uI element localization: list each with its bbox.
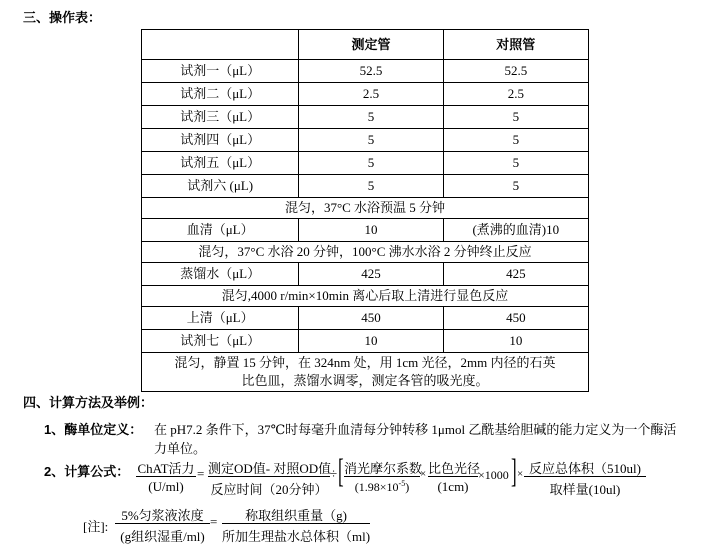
fraction-bar — [115, 523, 210, 524]
note-label: [注]: — [83, 519, 109, 534]
unit-definition-text-line1: 在 pH7.2 条件下，37℃时每毫升血清每分钟转移 1μmol 乙酰基给胆碱的能力定义为一个酶活 — [154, 422, 677, 437]
reagent-label: 试剂六 (μL) — [142, 175, 299, 198]
note-row — [142, 353, 589, 392]
test-value: 10 — [299, 330, 443, 353]
test-value: 5 — [299, 175, 443, 198]
table-row — [142, 330, 589, 353]
extinction-coefficient-close: ) — [405, 480, 410, 494]
homogenate-concentration-denominator: (g组织湿重/ml) — [120, 529, 205, 544]
reagent-label: 试剂三（μL） — [142, 106, 299, 129]
fraction-bar — [524, 476, 646, 477]
tissue-weight-numerator: 称取组织重量（g) — [245, 508, 347, 523]
table-header-row — [142, 30, 589, 60]
control-value: 450 — [443, 307, 588, 330]
extinction-coefficient-denominator — [344, 479, 420, 495]
extinction-coefficient-numerator: 消光摩尔系数 — [344, 461, 423, 476]
test-value: 10 — [299, 219, 443, 242]
multiply-sign: × — [420, 468, 427, 480]
test-value: 2.5 — [299, 83, 443, 106]
reagent-label: 血清（μL） — [142, 219, 299, 242]
reagent-label: 试剂四（μL） — [142, 129, 299, 152]
reaction-time-denominator: 反应时间（20分钟） — [210, 482, 328, 497]
test-value: 425 — [299, 263, 443, 286]
note-measure-line1: 混匀，静置 15 分钟，在 324nm 处，用 1cm 光径，2mm 内径的石英 — [174, 355, 556, 370]
note-row — [142, 242, 589, 263]
control-value: 10 — [443, 330, 588, 353]
note-row — [142, 198, 589, 219]
times-1000: ×1000 — [478, 468, 509, 482]
optical-path-denominator: (1cm) — [437, 479, 469, 494]
note-row — [142, 286, 589, 307]
table-row — [142, 129, 589, 152]
chat-activity-denominator: (U/ml) — [148, 479, 184, 494]
extinction-coefficient-exponent: -5 — [398, 479, 406, 488]
total-volume-numerator: 反应总体积（510ul) — [529, 461, 641, 476]
divide-sign: ÷ — [330, 466, 338, 481]
control-value: 5 — [443, 106, 588, 129]
note-measure-line2: 比色皿，蒸馏水调零，测定各管的吸光度。 — [241, 373, 489, 388]
formula-label: 2、计算公式： — [44, 464, 130, 479]
control-value: 52.5 — [443, 60, 588, 83]
test-value: 52.5 — [299, 60, 443, 83]
saline-volume-denominator: 所加生理盐水总体积（ml) — [222, 529, 371, 544]
note-preincubate: 混匀，37°C 水浴预温 5 分钟 — [142, 198, 589, 219]
control-value: 5 — [443, 175, 588, 198]
table-row — [142, 219, 589, 242]
unit-definition-text-line2: 力单位。 — [154, 441, 207, 456]
operation-table — [141, 29, 589, 392]
fraction-bar — [428, 476, 478, 477]
reagent-label: 试剂七（μL） — [142, 330, 299, 353]
test-value: 5 — [299, 129, 443, 152]
equals-sign: = — [210, 514, 218, 529]
control-value: 5 — [443, 129, 588, 152]
equals-sign: = — [197, 466, 205, 481]
section-4-title: 四、计算方法及举例： — [23, 395, 154, 410]
extinction-coefficient-value: (1.98×10 — [354, 480, 399, 494]
table-row — [142, 175, 589, 198]
reagent-label: 蒸馏水（μL） — [142, 263, 299, 286]
control-value: 425 — [443, 263, 588, 286]
section-3-title: 三、操作表： — [23, 10, 102, 25]
right-bracket: ] — [511, 453, 517, 490]
reagent-label: 上清（μL） — [142, 307, 299, 330]
note-water-bath: 混匀，37°C 水浴 20 分钟，100°C 沸水水浴 2 分钟终止反应 — [142, 242, 589, 263]
homogenate-concentration-numerator: 5%匀浆液浓度 — [121, 508, 204, 523]
note-measure — [142, 353, 589, 392]
test-value: 5 — [299, 152, 443, 175]
header-cell-test-tube: 测定管 — [299, 30, 443, 60]
fraction-bar — [208, 476, 330, 477]
od-difference-numerator: 测定OD值- 对照OD值 — [208, 461, 332, 476]
reagent-label: 试剂二（μL） — [142, 83, 299, 106]
table-row — [142, 83, 589, 106]
multiply-sign: × — [517, 468, 524, 480]
note-centrifuge: 混匀,4000 r/min×10min 离心后取上清进行显色反应 — [142, 286, 589, 307]
table-row — [142, 60, 589, 83]
optical-path-numerator: 比色光径 — [428, 461, 481, 476]
fraction-bar — [136, 476, 196, 477]
table-row — [142, 307, 589, 330]
test-value: 5 — [299, 106, 443, 129]
test-value: 450 — [299, 307, 443, 330]
unit-definition-label: 1、酶单位定义： — [44, 422, 143, 437]
sample-volume-denominator: 取样量(10ul) — [549, 482, 621, 497]
left-bracket: [ — [338, 453, 344, 490]
chat-activity-numerator: ChAT活力 — [137, 461, 195, 476]
reagent-label: 试剂五（μL） — [142, 152, 299, 175]
fraction-bar — [222, 523, 370, 524]
table-row — [142, 263, 589, 286]
control-value: 2.5 — [443, 83, 588, 106]
reagent-label: 试剂一（μL） — [142, 60, 299, 83]
control-value: 5 — [443, 152, 588, 175]
control-value: (煮沸的血清)10 — [443, 219, 588, 242]
table-row — [142, 106, 589, 129]
fraction-bar — [344, 476, 420, 477]
table-row — [142, 152, 589, 175]
header-cell-empty — [142, 30, 299, 60]
header-cell-control-tube: 对照管 — [443, 30, 588, 60]
